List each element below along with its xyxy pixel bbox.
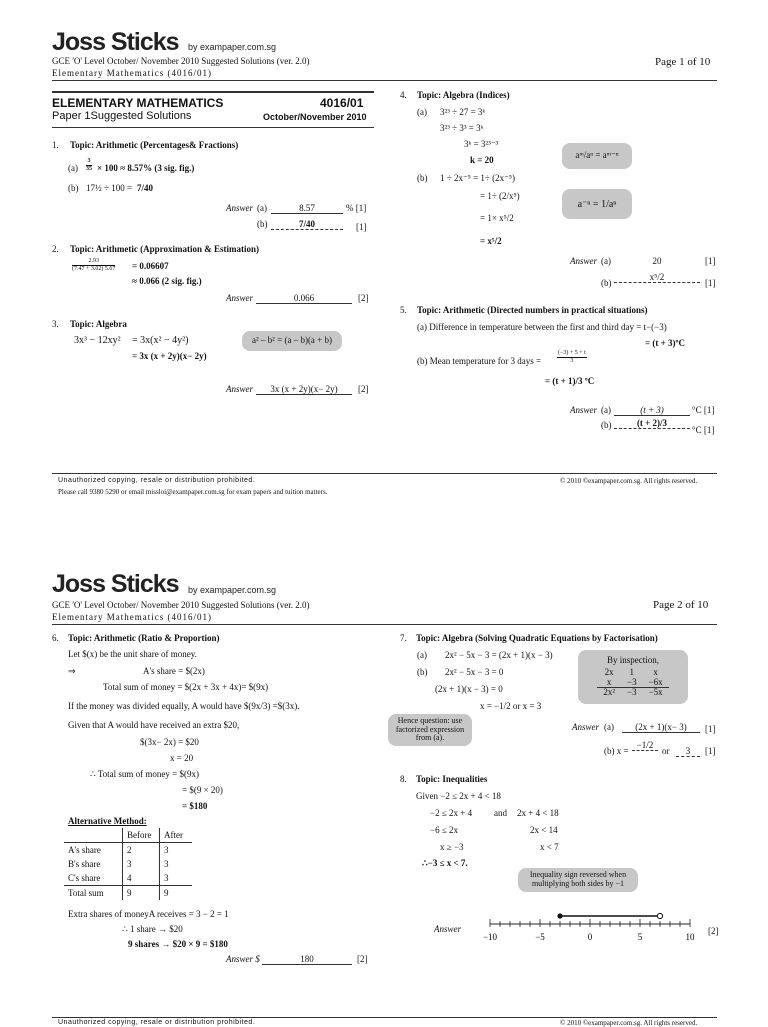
q7-answer-a-label: (a) <box>604 722 614 732</box>
q6-line-5: Given that A would have received an extra $20, <box>68 720 240 730</box>
table-cell: 3 <box>123 857 160 871</box>
box-top-rule <box>52 91 374 93</box>
q4-answer-a-value: 20 <box>652 256 662 266</box>
subtitle-1: GCE 'O' Level October/ November 2010 Suggested Solutions (ver. 2.0) <box>52 600 310 610</box>
table-cell: 3 <box>160 843 193 858</box>
number-line-ticks <box>490 919 690 927</box>
q6-line-3: Total sum of money = $(2x + 3x + 4x)= $(9x) <box>103 682 269 692</box>
q5-a-result: = (t + 3)ºC <box>645 338 685 348</box>
q2-answer-mark: [2] <box>358 293 369 303</box>
table-row <box>64 871 192 886</box>
q6-line-4: If the money was divided equally, A would have $(9x/3) =$(3x). <box>68 701 300 711</box>
q7-inspection-bubble <box>578 650 688 704</box>
q4-hint-bubble-1: aᵐ/aⁿ = aᵐ⁻ⁿ <box>562 143 632 169</box>
q5-number: 5. <box>400 305 407 315</box>
footer-rule <box>52 473 717 474</box>
footer-right: © 2010 ©exampaper.com.sg. All rights reserved. <box>560 477 698 485</box>
brand-logo: Joss Sticks <box>52 570 179 598</box>
q8-answer-word: Answer <box>434 924 461 934</box>
closed-endpoint <box>557 913 562 918</box>
q8-topic: Topic: Inequalities <box>416 774 488 784</box>
q2-number: 2. <box>52 244 59 254</box>
q4-topic: Topic: Algebra (Indices) <box>417 90 510 100</box>
q4-b-line-4: = x⁵/2 <box>480 236 502 246</box>
q7-b-line-2: (2x + 1)(x − 3) = 0 <box>435 684 503 694</box>
footer-left: Unauthorized copying, resale or distribution prohibited. <box>58 477 256 484</box>
q2-topic: Topic: Arithmetic (Approximation & Estimation) <box>70 244 259 254</box>
q5-a-line: (a) Difference in temperature between the first and third day = t−(−3) <box>417 322 667 332</box>
open-endpoint <box>657 913 662 918</box>
q7-b-line-3: x = −1/2 or x = 3 <box>480 701 542 711</box>
q4-a-line-4: k = 20 <box>470 155 494 165</box>
q8-answer-mark: [2] <box>708 926 719 936</box>
q2-answer-word: Answer <box>226 293 253 303</box>
table-row <box>64 886 192 901</box>
q7-answer-a-value: (2x + 1)(x− 3) <box>622 722 700 733</box>
q3-topic: Topic: Algebra <box>70 319 127 329</box>
q4-b-label: (b) <box>417 173 428 183</box>
q8-number: 8. <box>400 774 407 784</box>
q4-answer-word: Answer <box>570 256 597 266</box>
number-line-labels <box>483 932 695 942</box>
q3-hint-bubble: a² – b² = (a – b)(a + b) <box>242 331 342 351</box>
q7-answer-b-value-1: −1/2 <box>632 740 658 751</box>
q8-and: and <box>494 808 507 818</box>
footer-contact: Please call 9380 5290 or email missloi@exampaper.com.sg for exam papers and tuition matters. <box>58 488 328 496</box>
q6-line-7: x = 20 <box>170 753 194 763</box>
table-row <box>64 857 192 871</box>
q6-number: 6. <box>52 633 59 643</box>
q1-answer-a-unit: % [1] <box>346 203 367 213</box>
q7-inspection-heading: By inspection, <box>607 654 659 665</box>
grid-row <box>597 678 668 688</box>
q7-a-line: 2x² − 5x − 3 = (2x + 1)(x − 3) <box>445 650 553 660</box>
table-header-cell: Before <box>123 828 160 843</box>
q2-fraction: $\frac{2.93}{(7.47 + 3.02) 5.67}$ <box>72 258 116 272</box>
page-label: Page 2 of 10 <box>653 599 709 611</box>
q8-number-line <box>480 908 702 948</box>
q2-line-2: ≈ 0.066 (2 sig. fig.) <box>132 276 202 286</box>
q3-line-2: = 3x (x + 2y)(x− 2y) <box>132 351 207 361</box>
q3-line-1b: = 3x(x² − 4y²) <box>132 335 189 346</box>
table-cell: 3 <box>160 871 193 886</box>
table-cell: 2 <box>123 843 160 858</box>
q4-a-label: (a) <box>417 107 427 117</box>
table-header-row <box>64 828 192 843</box>
q1-a-label: (a) <box>68 163 78 173</box>
box-paper: Paper 1Suggested Solutions <box>52 110 192 122</box>
q7-answer-b-mark: [1] <box>705 746 716 756</box>
subtitle-2: Elementary Mathematics (4016/01) <box>52 612 212 622</box>
q6-answer-word: Answer $ <box>226 954 260 964</box>
q7-b-line-1: 2x² − 5x − 3 = 0 <box>445 667 504 677</box>
q7-b-label: (b) <box>417 667 428 677</box>
q7-hence-bubble: Hence question: use factorized expression from (a). <box>388 714 472 746</box>
q3-answer-mark: [2] <box>358 384 369 394</box>
q4-b-line-1: 1 ÷ 2x⁻⁵ = 1÷ (2x⁻⁵) <box>440 173 515 183</box>
q1-number: 1. <box>52 140 59 150</box>
grid-cell: x <box>653 666 658 677</box>
table-cell: A's share <box>68 845 101 855</box>
table-cell: 4 <box>123 871 160 886</box>
q7-answer-a-mark: [1] <box>705 724 716 734</box>
q5-b-fraction: $\frac{(-3) + 5 + t}{3}$ <box>558 350 586 364</box>
q1-topic: Topic: Arithmetic (Percentages& Fractions) <box>70 140 239 150</box>
q6-extra-line-3: 9 shares → $20 × 9 = $180 <box>128 939 228 949</box>
subtitle-2: Elementary Mathematics (4016/01) <box>52 68 212 78</box>
q1-answer-word: Answer <box>226 203 253 213</box>
table-header-cell: After <box>160 828 193 843</box>
q8-left-2: −6 ≤ 2x <box>430 825 459 835</box>
q1-b-result: 7/40 <box>137 183 154 193</box>
q1-b-label: (b) <box>68 183 79 193</box>
q6-line-9: = $(9 × 20) <box>182 785 223 795</box>
q4-number: 4. <box>400 90 407 100</box>
q7-a-label: (a) <box>417 650 427 660</box>
q6-line-2a: ⇒ <box>68 666 76 676</box>
q5-answer-a-label: (a) <box>601 405 611 415</box>
footer-rule <box>52 1017 717 1018</box>
q7-answer-b-or: or <box>662 746 670 756</box>
footer-right: © 2010 ©exampaper.com.sg. All rights reserved. <box>560 1019 698 1027</box>
grid-cell: 2x <box>604 666 614 677</box>
q6-extra-line-1: Extra shares of moneyA receives = 3 − 2 = 1 <box>68 909 229 919</box>
q4-answer-b-label: (b) <box>601 278 612 288</box>
q3-answer-value: 3x (x + 2y)(x− 2y) <box>256 384 352 395</box>
q5-answer-b-label: (b) <box>601 420 612 430</box>
q6-line-1: Let $(x) be the unit share of money. <box>68 649 197 659</box>
q1-answer-a-value: 8.57 <box>271 203 343 214</box>
subtitle-1: GCE 'O' Level October/ November 2010 Suggested Solutions (ver. 2.0) <box>52 56 310 66</box>
tick-label: 5 <box>637 932 643 942</box>
q8-right-1: 2x + 4 < 18 <box>517 808 559 818</box>
box-bottom-rule <box>52 127 374 128</box>
q2-answer-value: 0.066 <box>256 293 352 304</box>
q8-final: ∴−3 ≤ x < 7. <box>422 858 468 868</box>
grid-cell: −3 <box>621 678 643 688</box>
box-title: ELEMENTARY MATHEMATICS <box>52 96 224 110</box>
q4-answer-b-value: x⁵/2 <box>614 272 700 283</box>
grid-cell: −6x <box>643 678 669 688</box>
footer-left: Unauthorized copying, resale or distribution prohibited. <box>58 1019 256 1026</box>
table-cell: 9 <box>123 886 160 901</box>
q4-answer-a-label: (a) <box>601 256 611 266</box>
q4-b-line-2: = 1÷ (2/x⁵) <box>480 191 520 201</box>
q8-right-3: x < 7 <box>540 842 559 852</box>
q7-topic: Topic: Algebra (Solving Quadratic Equations by Factorisation) <box>416 633 658 643</box>
table-cell: B's share <box>68 859 101 869</box>
table-row <box>64 843 192 858</box>
q5-answer-b-value: (t + 2)/3 <box>614 418 690 429</box>
q5-answer-a-value: (t + 3) <box>614 405 690 416</box>
grid-cell: 1 <box>629 666 635 677</box>
brand-logo: Joss Sticks <box>52 28 179 56</box>
q1-b-line: 17½ ÷ 100 = <box>86 183 133 193</box>
q6-share-table <box>64 828 192 900</box>
q5-answer-a-unit: °C [1] <box>692 405 715 415</box>
brand-by: by exampaper.com.sg <box>188 585 277 595</box>
tick-label: −10 <box>482 932 498 942</box>
q8-left-3: x ≥ −3 <box>440 842 464 852</box>
q7-answer-b-value-2: 3 <box>676 746 700 757</box>
header-rule <box>52 80 717 81</box>
q7-inspection-grid <box>597 668 668 699</box>
q4-a-line-1: 3²³ ÷ 27 = 3ᵏ <box>440 107 486 117</box>
tick-label: 0 <box>587 932 593 942</box>
box-session: October/November 2010 <box>263 112 367 122</box>
q4-answer-a-mark: [1] <box>705 256 716 266</box>
table-cell: 3 <box>160 857 193 871</box>
q7-number: 7. <box>400 633 407 643</box>
grid-row <box>597 688 668 698</box>
grid-cell: x <box>597 678 621 688</box>
q5-answer-word: Answer <box>570 405 597 415</box>
tick-label: −5 <box>535 932 545 942</box>
q4-b-line-3: = 1× x⁵/2 <box>480 213 514 223</box>
q5-topic: Topic: Arithmetic (Directed numbers in practical situations) <box>417 305 648 315</box>
table-header-cell <box>64 828 123 843</box>
q6-answer-mark: [2] <box>357 954 368 964</box>
box-code: 4016/01 <box>320 96 364 110</box>
q6-line-10: = $180 <box>182 801 208 811</box>
q8-hint-bubble: Inequality sign reversed when multiplying both sides by −1 <box>518 868 638 892</box>
q5-b-line: (b) Mean temperature for 3 days = <box>417 356 542 366</box>
q4-a-line-3: 3ᵏ = 3²³⁻³ <box>464 139 499 149</box>
q1-a-line: × 100 ≈ 8.57% (3 sig. fig.) <box>97 163 195 173</box>
q4-answer-b-mark: [1] <box>705 278 716 288</box>
q1-answer-b-label: (b) <box>257 219 268 229</box>
q6-extra-line-2: ∴ 1 share → $20 <box>122 924 183 934</box>
q5-answer-b-unit: °C [1] <box>692 425 715 435</box>
q6-answer-value: 180 <box>262 954 352 965</box>
grid-cell: −5x <box>648 687 663 698</box>
q4-a-line-2: 3²³ ÷ 3³ = 3ᵏ <box>440 123 484 133</box>
q6-topic: Topic: Arithmetic (Ratio & Proportion) <box>68 633 220 643</box>
q6-line-6: $(3x− 2x) = $20 <box>140 737 199 747</box>
q3-number: 3. <box>52 319 59 329</box>
q4-hint-bubble-2: a⁻ⁿ = 1/aⁿ <box>562 189 632 219</box>
header-rule <box>52 624 717 625</box>
q7-answer-word: Answer <box>572 722 599 732</box>
q6-line-8: ∴ Total sum of money = $(9x) <box>90 769 199 779</box>
q8-right-2: 2x < 14 <box>530 825 558 835</box>
q5-b-result: = (t + 1)/3 ºC <box>545 376 595 386</box>
q1-a-fraction: $\frac{3}{35}$ <box>86 158 92 172</box>
q6-line-2b: A's share = $(2x) <box>143 666 205 676</box>
table-cell: C's share <box>68 873 101 883</box>
q1-answer-a-label: (a) <box>257 203 267 213</box>
brand-by: by exampaper.com.sg <box>188 42 277 52</box>
q3-answer-word: Answer <box>226 384 253 394</box>
page-label: Page 1 of 10 <box>655 56 711 68</box>
q1-answer-b-value: 7/40 <box>271 219 343 230</box>
grid-cell: 2x² <box>603 687 616 698</box>
q3-line-1a: 3x³ − 12xy² <box>74 335 121 346</box>
q8-given: Given −2 ≤ 2x + 4 < 18 <box>416 791 501 801</box>
q2-line-1: = 0.06607 <box>132 261 169 271</box>
q1-answer-b-mark: [1] <box>356 222 367 232</box>
grid-cell: −3 <box>627 687 637 698</box>
q7-answer-b-label: (b) x = <box>604 746 629 756</box>
table-cell: Total sum <box>64 886 123 901</box>
q6-alt-heading: Alternative Method: <box>68 816 147 826</box>
q8-left-1: −2 ≤ 2x + 4 <box>430 808 473 818</box>
table-cell: 9 <box>160 886 193 901</box>
tick-label: 10 <box>685 932 695 942</box>
